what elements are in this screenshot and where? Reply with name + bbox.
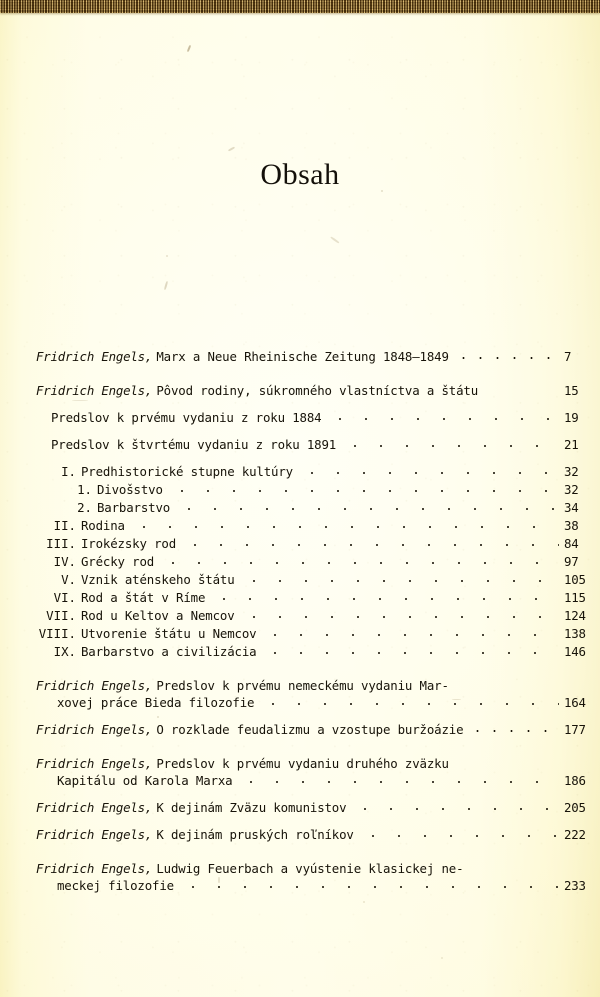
entry-page-number: 32: [564, 464, 579, 479]
entry-page-number: 222: [564, 827, 586, 842]
leader-dots: [342, 437, 559, 449]
leader-dots: [176, 500, 559, 512]
paper-speck: [228, 146, 235, 151]
page-title: Obsah: [260, 158, 340, 191]
entry-page-number: 138: [564, 626, 586, 641]
entry-title-continued: Kapitálu od Karola Marxa: [57, 773, 233, 788]
entry-page-number: 15: [564, 383, 579, 398]
entry-title: Irokézsky rod: [81, 536, 177, 551]
leader-dots: [299, 464, 559, 476]
toc-entry[interactable]: [0, 436, 600, 453]
chapter-numeral: V.: [61, 572, 76, 587]
leader-dots: [262, 644, 559, 656]
entry-author: Fridrich Engels,: [36, 722, 153, 737]
paper-speck: [363, 901, 365, 903]
entry-page-number: 177: [564, 722, 586, 737]
leader-dots: [211, 590, 559, 602]
entry-author: Fridrich Engels,: [36, 349, 153, 364]
entry-page-number: 186: [564, 773, 586, 788]
leader-dots: [160, 554, 559, 566]
entry-title: Predslov k prvému vydaniu druhého zväzku: [156, 756, 449, 771]
toc-entry[interactable]: [0, 721, 600, 738]
toc-entry[interactable]: [0, 499, 600, 516]
entry-title: Predslov k prvému nemeckému vydaniu Mar-: [156, 678, 449, 693]
paper-speck: [187, 45, 191, 52]
toc-entry[interactable]: [0, 755, 600, 789]
entry-author: Fridrich Engels,: [36, 861, 153, 876]
leader-dots: [182, 536, 559, 548]
toc-entry[interactable]: [0, 607, 600, 624]
toc-entry[interactable]: [0, 517, 600, 534]
entry-page-number: 146: [564, 644, 586, 659]
chapter-numeral: VII.: [46, 608, 76, 623]
toc-entry[interactable]: [0, 348, 600, 365]
chapter-numeral: I.: [61, 464, 76, 479]
paper-speck: [166, 255, 168, 257]
entry-title: Barbarstvo a civilizácia: [81, 644, 257, 659]
entry-title: Rodina: [81, 518, 125, 533]
chapter-numeral: IX.: [53, 644, 76, 659]
entry-page-number: 84: [564, 536, 579, 551]
paper-speck: [441, 957, 443, 959]
leader-dots: [180, 878, 559, 890]
entry-page-number: 233: [564, 878, 586, 893]
chapter-numeral: II.: [53, 518, 76, 533]
leader-dots: [238, 773, 559, 785]
entry-page-number: 7: [564, 349, 572, 364]
leader-dots: [241, 608, 559, 620]
toc-entry[interactable]: [0, 571, 600, 588]
entry-title: Marx a Neue Rheinische Zeitung 1848—1849: [156, 349, 449, 364]
paper-speck: [164, 281, 168, 290]
chapter-numeral: III.: [46, 536, 76, 551]
entry-page-number: 124: [564, 608, 586, 623]
toc-entry[interactable]: [0, 409, 600, 426]
toc-entry[interactable]: [0, 826, 600, 843]
section-numeral: 1.: [77, 482, 92, 497]
entry-author: Fridrich Engels,: [36, 678, 153, 693]
entry-title: Rod a štát v Ríme: [81, 590, 206, 605]
entry-author: Fridrich Engels,: [36, 756, 153, 771]
entry-page-number: 21: [564, 437, 579, 452]
entry-page-number: 97: [564, 554, 579, 569]
entry-title: Grécky rod: [81, 554, 155, 569]
entry-page-number: 38: [564, 518, 579, 533]
leader-dots: [260, 695, 559, 707]
table-of-contents-list: [0, 348, 600, 894]
entry-title: Vznik aténskeho štátu: [81, 572, 235, 587]
entry-title: Predslov k prvému vydaniu z roku 1884: [51, 410, 322, 425]
toc-entry[interactable]: [0, 553, 600, 570]
chapter-numeral: VI.: [53, 590, 76, 605]
entry-author: Fridrich Engels,: [36, 827, 153, 842]
entry-page-number: 105: [564, 572, 586, 587]
entry-title: Pôvod rodiny, súkromného vlastníctva a štátu: [156, 383, 479, 398]
toc-entry[interactable]: [0, 481, 600, 498]
toc-entry[interactable]: [0, 382, 600, 399]
section-numeral: 2.: [77, 500, 92, 515]
leader-dots: [169, 482, 559, 494]
leader-dots: [360, 827, 559, 839]
paper-speck: [330, 236, 339, 243]
leader-dots: [484, 383, 559, 395]
entry-title-continued: meckej filozofie: [57, 878, 174, 893]
toc-entry[interactable]: [0, 799, 600, 816]
book-binding-strip: [0, 0, 600, 13]
toc-entry[interactable]: [0, 625, 600, 642]
leader-dots: [131, 518, 559, 530]
entry-page-number: 19: [564, 410, 579, 425]
toc-entry[interactable]: [0, 463, 600, 480]
entry-page-number: 34: [564, 500, 579, 515]
leader-dots: [327, 410, 559, 422]
entry-title: Rod u Keltov a Nemcov: [81, 608, 235, 623]
leader-dots: [469, 722, 559, 734]
entry-page-number: 115: [564, 590, 586, 605]
entry-page-number: 32: [564, 482, 579, 497]
entry-author: Fridrich Engels,: [36, 800, 153, 815]
leader-dots: [352, 800, 559, 812]
entry-page-number: 205: [564, 800, 586, 815]
toc-entry[interactable]: [0, 535, 600, 552]
entry-title: O rozklade feudalizmu a vzostupe buržoázie: [156, 722, 464, 737]
toc-entry[interactable]: [0, 643, 600, 660]
entry-title-continued: xovej práce Bieda filozofie: [57, 695, 255, 710]
leader-dots: [262, 626, 559, 638]
entry-title: Predhistorické stupne kultúry: [81, 464, 293, 479]
entry-title: K dejinám Zväzu komunistov: [156, 800, 347, 815]
entry-title: Divošstvo: [97, 482, 163, 497]
entry-title: Ludwig Feuerbach a vyústenie klasickej ne-: [156, 861, 464, 876]
chapter-numeral: IV.: [53, 554, 76, 569]
entry-title: Utvorenie štátu u Nemcov: [81, 626, 257, 641]
entry-author: Fridrich Engels,: [36, 383, 153, 398]
leader-dots: [455, 349, 559, 361]
leader-dots: [241, 572, 559, 584]
toc-entry[interactable]: [0, 677, 600, 711]
entry-title: K dejinám pruských roľníkov: [156, 827, 354, 842]
toc-entry[interactable]: [0, 860, 600, 894]
entry-title: Barbarstvo: [97, 500, 171, 515]
entry-page-number: 164: [564, 695, 586, 710]
chapter-numeral: VIII.: [38, 626, 76, 641]
entry-title: Predslov k štvrtému vydaniu z roku 1891: [51, 437, 337, 452]
toc-entry[interactable]: [0, 589, 600, 606]
